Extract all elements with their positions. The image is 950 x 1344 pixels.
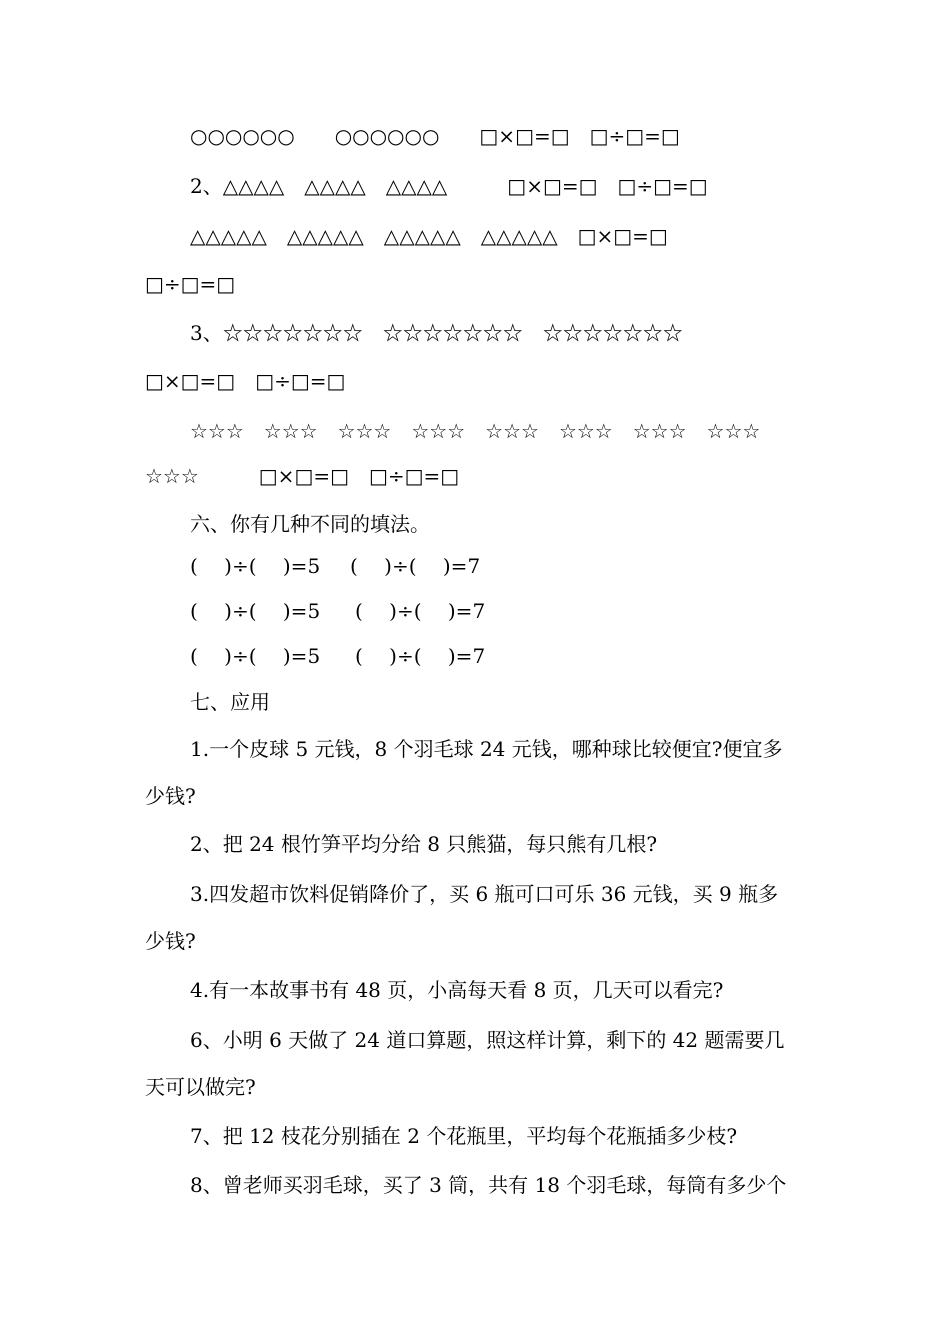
problem-4: 4.有一本故事书有 48 页，小高每天看 8 页，几天可以看完? (190, 978, 724, 1002)
shape-row-circles: ○○○○○○ ○○○○○○ □×□=□ □÷□=□ (190, 124, 680, 148)
fill-blank-right: ( )÷( )=7 (355, 644, 486, 668)
fill-blank-right: ( )÷( )=7 (350, 554, 481, 578)
section-heading-6: 六、你有几种不同的填法。 (190, 512, 430, 536)
equation-line: □×□=□ □÷□=□ (145, 369, 346, 393)
problem-1-line-1: 1.一个皮球 5 元钱，8 个羽毛球 24 元钱，哪种球比较便宜?便宜多 (190, 737, 783, 761)
section-heading-7: 七、应用 (190, 690, 270, 714)
problem-1-line-2: 少钱? (145, 784, 196, 808)
fill-blank-right: ( )÷( )=7 (355, 599, 486, 623)
shape-row-triangles-2: 2、△△△△ △△△△ △△△△ □×□=□ □÷□=□ (190, 174, 708, 198)
problem-3-line-1: 3.四发超市饮料促销降价了，买 6 瓶可口可乐 36 元钱，买 9 瓶多 (190, 882, 779, 906)
equation-line: □÷□=□ (145, 272, 236, 296)
problem-8: 8、曾老师买羽毛球，买了 3 筒，共有 18 个羽毛球，每筒有多少个 (190, 1173, 787, 1197)
fill-blank-left: ( )÷( )=5 (190, 644, 321, 668)
shape-row-stars-7: 3、☆☆☆☆☆☆☆ ☆☆☆☆☆☆☆ ☆☆☆☆☆☆☆ (190, 321, 683, 345)
shape-row-triangles-5: △△△△△ △△△△△ △△△△△ △△△△△ □×□=□ (190, 224, 668, 248)
fill-blank-left: ( )÷( )=5 (190, 599, 321, 623)
fill-blank-left: ( )÷( )=5 (190, 554, 321, 578)
problem-2: 2、把 24 根竹笋平均分给 8 只熊猫，每只熊有几根? (190, 832, 658, 856)
problem-3-line-2: 少钱? (145, 929, 196, 953)
problem-6-line-2: 天可以做完? (145, 1075, 256, 1099)
problem-6-line-1: 6、小明 6 天做了 24 道口算题，照这样计算，剩下的 42 题需要几 (190, 1028, 785, 1052)
shape-row-stars-3: ☆☆☆ ☆☆☆ ☆☆☆ ☆☆☆ ☆☆☆ ☆☆☆ ☆☆☆ ☆☆☆ (190, 419, 761, 443)
problem-7: 7、把 12 枝花分别插在 2 个花瓶里，平均每个花瓶插多少枝? (190, 1124, 738, 1148)
shape-row-stars-3-end: ☆☆☆ □×□=□ □÷□=□ (145, 464, 460, 488)
